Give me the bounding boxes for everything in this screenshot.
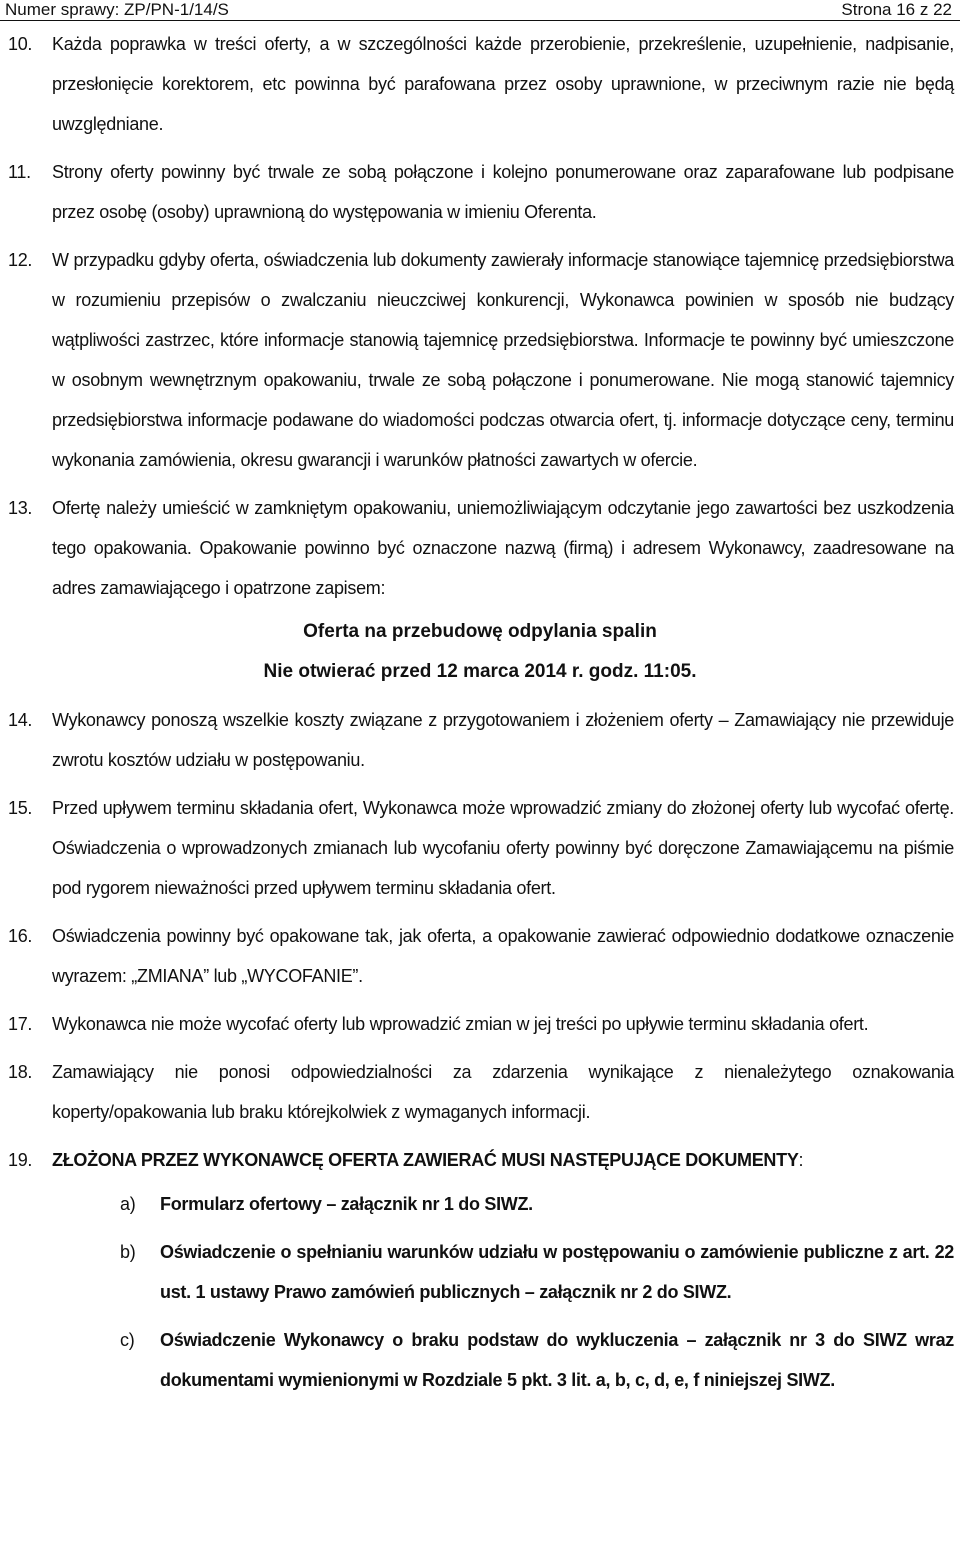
list-item-18	[0, 1052, 960, 1132]
item-number: 16.	[8, 926, 33, 946]
item-text: Strony oferty powinny być trwale ze sobą połączone i kolejno ponumerowane oraz zaparafowane lub podpisane przez osobę (osoby) uprawnioną do występowania w imieniu Oferenta.	[52, 162, 954, 222]
item-number: 14.	[8, 710, 33, 730]
required-documents-heading: ZŁOŻONA PRZEZ WYKONAWCĘ OFERTA ZAWIERAĆ MUSI NASTĘPUJĄCE DOKUMENTY	[52, 1150, 799, 1170]
document-item-c	[0, 1320, 960, 1400]
heading-colon: :	[798, 1150, 804, 1170]
item-number: 13.	[8, 498, 33, 518]
list-item-10	[0, 24, 960, 144]
document-letter: c)	[120, 1330, 135, 1350]
envelope-label-date: Nie otwierać przed 12 marca 2014 r. godz. 11:05.	[263, 661, 697, 682]
envelope-label-title: Oferta na przebudowę odpylania spalin	[303, 621, 657, 642]
item-text: Ofertę należy umieścić w zamkniętym opakowaniu, uniemożliwiającym odczytanie jego zawartości bez uszkodzenia tego opakowania. Opakowanie powinno być oznaczone nazwą (firmą) i adresem Wykonawcy, zaadresowane na adres zamawiającego i opatrzone zapisem:	[52, 498, 954, 598]
item-text: Wykonawcy ponoszą wszelkie koszty związane z przygotowaniem i złożeniem oferty – Zamawiający nie przewiduje zwrotu kosztów udziału w postępowaniu.	[52, 710, 954, 770]
item-number: 15.	[8, 798, 33, 818]
item-text: Przed upływem terminu składania ofert, Wykonawca może wprowadzić zmiany do złożonej oferty lub wycofać ofertę. Oświadczenia o wprowadzonych zmianach lub wycofaniu oferty powinny być doręczone Zamawiającemu na piśmie pod rygorem nieważności przed upływem terminu składania ofert.	[52, 798, 954, 898]
item-number: 11.	[8, 162, 31, 182]
item-text: Zamawiający nie ponosi odpowiedzialności za zdarzenia wynikające z nienależytego oznakowania koperty/opakowania lub braku którejkolwiek z wymaganych informacji.	[52, 1062, 954, 1122]
item-text: W przypadku gdyby oferta, oświadczenia lub dokumenty zawierały informacje stanowiące tajemnicę przedsiębiorstwa w rozumieniu przepisów o zwalczaniu nieuczciwej konkurencji, Wykonawca powinien w sposób nie budzący wątpliwości zastrzec, które informacje stanowią tajemnicę przedsiębiorstwa. Informacje te powinny być umieszczone w osobnym wewnętrznym opakowaniu, trwale ze sobą połączone i ponumerowane. Nie mogą stanowić tajemnicy przedsiębiorstwa informacje podawane do wiadomości podczas otwarcia ofert, tj. informacje dotyczące ceny, terminu wykonania zamówienia, okresu gwarancji i warunków płatności zawartych w ofercie.	[52, 250, 954, 470]
page-number: Strona 16 z 22	[841, 0, 952, 19]
document-item-b	[0, 1232, 960, 1312]
page-header	[0, 0, 960, 22]
document-text: Formularz ofertowy – załącznik nr 1 do SIWZ.	[160, 1194, 533, 1214]
document-letter: a)	[120, 1194, 136, 1214]
item-number: 18.	[8, 1062, 33, 1082]
case-number: Numer sprawy: ZP/PN-1/14/S	[5, 0, 229, 19]
item-text: Wykonawca nie może wycofać oferty lub wprowadzić zmian w jej treści po upływie terminu składania ofert.	[52, 1014, 869, 1034]
list-item-13	[0, 488, 960, 608]
list-item-17	[0, 1004, 960, 1044]
item-text: Oświadczenia powinny być opakowane tak, jak oferta, a opakowanie zawierać odpowiednio dodatkowe oznaczenie wyrazem: „ZMIANA” lub „WYCOFANIE”.	[52, 926, 954, 986]
list-item-19	[0, 1140, 960, 1180]
document-text: Oświadczenie Wykonawcy o braku podstaw do wykluczenia – załącznik nr 3 do SIWZ wraz dokumentami wymienionymi w Rozdziale 5 pkt. 3 lit. a, b, c, d, e, f niniejszej SIWZ.	[160, 1330, 954, 1390]
item-text: Każda poprawka w treści oferty, a w szczególności każde przerobienie, przekreślenie, uzupełnienie, nadpisanie, przesłonięcie korektorem, etc powinna być parafowana przez osoby uprawnione, w przeciwnym razie nie będą uwzględniane.	[52, 34, 954, 134]
list-item-11	[0, 152, 960, 232]
list-item-16	[0, 916, 960, 996]
item-number: 19.	[8, 1150, 33, 1170]
list-item-15	[0, 788, 960, 908]
item-number: 10.	[8, 34, 33, 54]
list-item-14	[0, 700, 960, 780]
document-body	[0, 24, 960, 1408]
document-item-a	[0, 1184, 960, 1224]
item-number: 12.	[8, 250, 33, 270]
item-number: 17.	[8, 1014, 33, 1034]
document-text: Oświadczenie o spełnianiu warunków udziału w postępowaniu o zamówienie publiczne z art. 22 ust. 1 ustawy Prawo zamówień publicznych – załącznik nr 2 do SIWZ.	[160, 1242, 954, 1302]
list-item-12	[0, 240, 960, 480]
header-divider	[0, 20, 960, 21]
required-documents-list	[0, 1184, 960, 1400]
document-letter: b)	[120, 1242, 136, 1262]
